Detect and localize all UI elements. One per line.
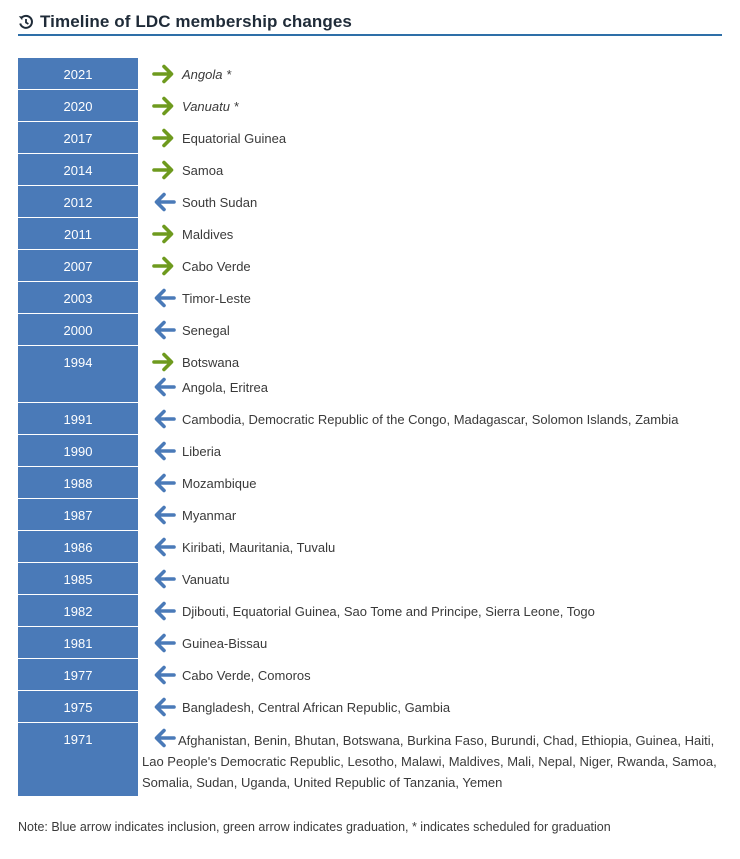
inclusion-arrow-icon xyxy=(152,472,176,494)
year-cell xyxy=(18,90,138,122)
year-label: 2003 xyxy=(63,291,93,306)
timeline-entry xyxy=(152,659,311,691)
timeline-row xyxy=(18,282,722,314)
timeline-row xyxy=(18,250,722,282)
timeline-entry-text: Bangladesh, Central African Republic, Gambia xyxy=(182,699,451,715)
year-cell xyxy=(18,314,138,346)
year-label: 2021 xyxy=(63,67,93,82)
timeline-entry xyxy=(152,154,223,186)
timeline-entry xyxy=(152,371,268,403)
timeline-row xyxy=(18,723,722,797)
timeline-row xyxy=(18,563,722,595)
year-cell xyxy=(18,691,138,723)
year-label: 1982 xyxy=(63,604,93,619)
inclusion-arrow-icon xyxy=(152,536,176,558)
timeline-entry-text: Angola * xyxy=(182,66,232,82)
graduation-arrow-icon xyxy=(152,95,176,117)
year-label: 2017 xyxy=(63,131,93,146)
year-cell xyxy=(18,58,138,90)
panel-title: Timeline of LDC membership changes xyxy=(40,12,352,31)
year-label: 1975 xyxy=(63,700,93,715)
timeline-row xyxy=(18,186,722,218)
graduation-arrow-icon xyxy=(152,223,176,245)
year-label: 1988 xyxy=(63,476,93,491)
timeline-entry-text: Cambodia, Democratic Republic of the Congo, Madagascar, Solomon Islands, Zambia xyxy=(182,411,679,427)
year-cell xyxy=(18,154,138,186)
graduation-arrow-icon xyxy=(152,351,176,373)
inclusion-arrow-icon xyxy=(152,408,176,430)
year-cell xyxy=(18,122,138,154)
timeline-entry xyxy=(152,90,239,122)
timeline-entry xyxy=(152,595,595,627)
timeline-entry xyxy=(152,218,233,250)
timeline-entry-text: Cabo Verde xyxy=(182,258,251,274)
year-cell xyxy=(18,282,138,314)
timeline-row xyxy=(18,595,722,627)
year-label: 2000 xyxy=(63,323,93,338)
year-cell xyxy=(18,595,138,627)
timeline-entry xyxy=(152,122,286,154)
year-label: 2012 xyxy=(63,195,93,210)
timeline-entry-text: Guinea-Bissau xyxy=(182,635,268,651)
timeline-row xyxy=(18,154,722,186)
year-cell xyxy=(18,250,138,282)
timeline-row xyxy=(18,90,722,122)
timeline-entry xyxy=(152,563,229,595)
timeline-entry xyxy=(152,314,230,346)
timeline-entry xyxy=(152,186,257,218)
timeline-row xyxy=(18,122,722,154)
timeline-entry-text: Vanuatu xyxy=(182,571,230,587)
timeline-row xyxy=(18,691,722,723)
graduation-arrow-icon xyxy=(152,255,176,277)
timeline-row xyxy=(18,218,722,250)
year-label: 1985 xyxy=(63,572,93,587)
timeline-entry-text: Vanuatu * xyxy=(182,98,239,114)
timeline-entry-text: Mozambique xyxy=(182,475,257,491)
history-icon xyxy=(18,14,34,30)
year-label: 1977 xyxy=(63,668,93,683)
graduation-arrow-icon xyxy=(152,63,176,85)
timeline-entry-text: Botswana xyxy=(182,354,240,370)
timeline-entry-text: Timor-Leste xyxy=(182,290,251,306)
inclusion-arrow-icon xyxy=(152,440,176,462)
timeline-entry-text: Angola, Eritrea xyxy=(182,379,268,395)
timeline-entry xyxy=(152,250,251,282)
timeline-entry-text: Equatorial Guinea xyxy=(182,130,287,146)
timeline-entry-text: Cabo Verde, Comoros xyxy=(182,667,311,683)
inclusion-arrow-icon xyxy=(152,664,176,686)
inclusion-arrow-icon xyxy=(152,568,176,590)
inclusion-arrow-icon xyxy=(152,600,176,622)
timeline-row xyxy=(18,346,722,403)
year-label: 2020 xyxy=(63,99,93,114)
timeline-entry-text: Myanmar xyxy=(182,507,237,523)
year-label: 1991 xyxy=(63,412,93,427)
year-cell xyxy=(18,467,138,499)
inclusion-arrow-icon xyxy=(152,504,176,526)
year-cell xyxy=(18,186,138,218)
year-cell xyxy=(18,218,138,250)
year-label: 1986 xyxy=(63,540,93,555)
timeline-row xyxy=(18,499,722,531)
year-label: 1981 xyxy=(63,636,93,651)
year-cell xyxy=(18,403,138,435)
inclusion-arrow-icon xyxy=(152,319,176,341)
year-cell xyxy=(18,659,138,691)
timeline-entry-text: South Sudan xyxy=(182,194,258,210)
timeline-entry-text: Senegal xyxy=(182,322,230,338)
inclusion-arrow-icon xyxy=(152,376,176,398)
timeline-entry-text: Maldives xyxy=(182,226,234,242)
inclusion-arrow-icon xyxy=(152,696,176,718)
year-label: 1987 xyxy=(63,508,93,523)
timeline-row xyxy=(18,531,722,563)
timeline-entry-text: Kiribati, Mauritania, Tuvalu xyxy=(182,539,336,555)
inclusion-arrow-icon xyxy=(152,632,176,654)
graduation-arrow-icon xyxy=(152,159,176,181)
timeline-row xyxy=(18,435,722,467)
year-cell xyxy=(18,627,138,659)
timeline-row xyxy=(18,403,722,435)
year-label: 1971 xyxy=(63,732,93,747)
graduation-arrow-icon xyxy=(152,127,176,149)
legend-note: Note: Blue arrow indicates inclusion, green arrow indicates graduation, * indicates scheduled for graduation xyxy=(18,820,611,834)
timeline-entry xyxy=(152,58,231,90)
timeline-entry-text: Afghanistan, Benin, Bhutan, Botswana, Burkina Faso, Burundi, Chad, Ethiopia, Guinea, Haiti, Lao People's Democratic Republic, Lesotho, Malawi, Maldives, Mali, Nepal, Niger, Rwanda, Samoa, Somalia, Sudan, Uganda, United Republic of Tanzania, Yemen xyxy=(142,733,717,790)
panel-header xyxy=(18,10,722,36)
year-label: 2007 xyxy=(63,259,93,274)
year-label: 1994 xyxy=(63,355,93,370)
timeline-entry xyxy=(152,531,335,563)
timeline-entry xyxy=(152,691,450,723)
timeline-entry xyxy=(152,499,236,531)
inclusion-arrow-icon xyxy=(152,287,176,309)
timeline-entry-text: Djibouti, Equatorial Guinea, Sao Tome and Principe, Sierra Leone, Togo xyxy=(182,603,595,619)
year-cell xyxy=(18,563,138,595)
timeline-row xyxy=(18,314,722,346)
timeline-row xyxy=(18,467,722,499)
year-cell xyxy=(18,531,138,563)
timeline-row xyxy=(18,627,722,659)
timeline-entry-text: Samoa xyxy=(182,162,224,178)
year-cell xyxy=(18,723,138,797)
timeline-entry xyxy=(152,403,678,435)
year-cell xyxy=(18,435,138,467)
year-label: 2011 xyxy=(64,227,92,242)
year-label: 1990 xyxy=(63,444,93,459)
year-label: 2014 xyxy=(63,163,93,178)
timeline-row xyxy=(18,58,722,90)
year-cell xyxy=(18,499,138,531)
timeline-entry xyxy=(152,627,267,659)
timeline-row xyxy=(18,659,722,691)
year-cell xyxy=(18,346,138,403)
timeline-entry xyxy=(152,435,221,467)
timeline-list xyxy=(18,58,722,797)
timeline-entry-text: Liberia xyxy=(182,443,222,459)
timeline-entry xyxy=(152,467,256,499)
timeline-entry xyxy=(152,282,251,314)
inclusion-arrow-icon xyxy=(152,191,176,213)
